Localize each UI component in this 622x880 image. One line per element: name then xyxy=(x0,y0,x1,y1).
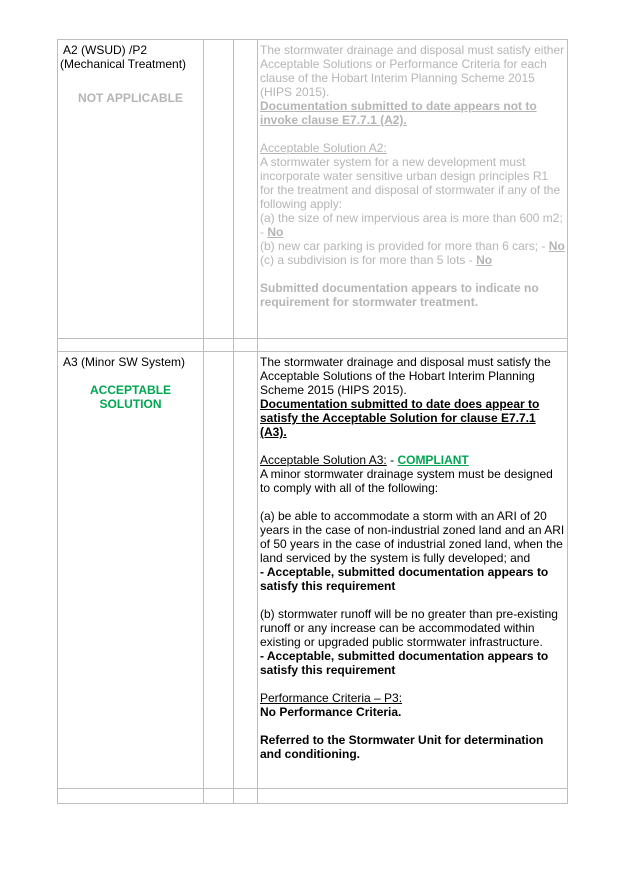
assessment-table xyxy=(57,39,568,804)
empty-cell xyxy=(234,40,258,339)
a2-intro: The stormwater drainage and disposal must satisfy either Acceptable Solutions or Performance Criteria for each clause of the Hobart Interim Planning Scheme 2015 (HIPS 2015). xyxy=(260,43,565,99)
a3-solution-heading: Acceptable Solution A3: xyxy=(260,453,387,467)
a3-item-b-response: - Acceptable, submitted documentation appears to satisfy this requirement xyxy=(260,649,549,677)
status-badge-a3-line1: ACCEPTABLE xyxy=(89,383,172,397)
clause-label-a3: A3 (Minor SW System) xyxy=(63,355,186,369)
a2-solution-heading: Acceptable Solution A2: xyxy=(260,141,387,155)
empty-cell xyxy=(204,352,234,789)
a2-item-a-answer: No xyxy=(267,225,284,239)
clause-label-a2-line1: A2 (WSUD) /P2 xyxy=(63,43,148,57)
a2-conclusion: Submitted documentation appears to indicate no requirement for stormwater treatment. xyxy=(260,281,539,309)
a2-solution-text: A stormwater system for a new development must incorporate water sensitive urban design principles R1 for the treatment and disposal of stormwater if any of the following apply: xyxy=(260,155,561,211)
empty-cell xyxy=(204,40,234,339)
a3-compliant-badge: COMPLIANT xyxy=(397,453,469,467)
trailing-row xyxy=(58,789,568,804)
a2-item-b: (b) new car parking is provided for more than 6 cars; - No xyxy=(260,239,565,253)
clause-cell-a2 xyxy=(58,40,204,339)
a3-solution-text: A minor stormwater drainage system must be designed to comply with all of the following: xyxy=(260,467,553,495)
a3-performance-heading: Performance Criteria – P3: xyxy=(260,691,403,705)
table-row-a3 xyxy=(58,352,568,789)
a3-solution-line: Acceptable Solution A3: - COMPLIANT xyxy=(260,453,469,467)
clause-label-a2-line2: (Mechanical Treatment) xyxy=(60,57,187,71)
a2-item-a: (a) the size of new impervious area is more than 600 m2; - No xyxy=(260,211,563,239)
status-badge-a2: NOT APPLICABLE xyxy=(78,91,183,105)
empty-cell xyxy=(234,352,258,789)
a2-finding: Documentation submitted to date appears not to invoke clause E7.7.1 (A2). xyxy=(260,99,537,127)
a3-intro: The stormwater drainage and disposal must satisfy the Acceptable Solutions of the Hobart Interim Planning Scheme 2015 (HIPS 2015). xyxy=(260,355,551,397)
a2-item-c: (c) a subdivision is for more than 5 lots - No xyxy=(260,253,493,267)
a3-item-a: (a) be able to accommodate a storm with an ARI of 20 years in the case of non-industrial zoned land and an ARI of 50 years in the case of industrial zoned land, when the land serviced by the system is fully developed; and xyxy=(260,509,565,565)
a2-item-b-answer: No xyxy=(548,239,565,253)
a3-performance-text: No Performance Criteria. xyxy=(260,705,402,719)
a3-referral: Referred to the Stormwater Unit for determination and conditioning. xyxy=(260,733,544,761)
spacer-row xyxy=(58,339,568,352)
assessment-cell-a2 xyxy=(258,40,568,339)
a2-item-c-answer: No xyxy=(476,253,493,267)
assessment-page xyxy=(57,39,567,804)
assessment-cell-a3 xyxy=(258,352,568,789)
status-badge-a3-line2: SOLUTION xyxy=(99,397,162,411)
table-row-a2 xyxy=(58,40,568,339)
a3-finding: Documentation submitted to date does appear to satisfy the Acceptable Solution for clause E7.7.1 (A3). xyxy=(260,397,540,439)
a3-item-b: (b) stormwater runoff will be no greater than pre-existing runoff or any increase can be accommodated within existing or upgraded public stormwater infrastructure. xyxy=(260,607,558,649)
clause-cell-a3 xyxy=(58,352,204,789)
a3-item-a-response: - Acceptable, submitted documentation appears to satisfy this requirement xyxy=(260,565,549,593)
